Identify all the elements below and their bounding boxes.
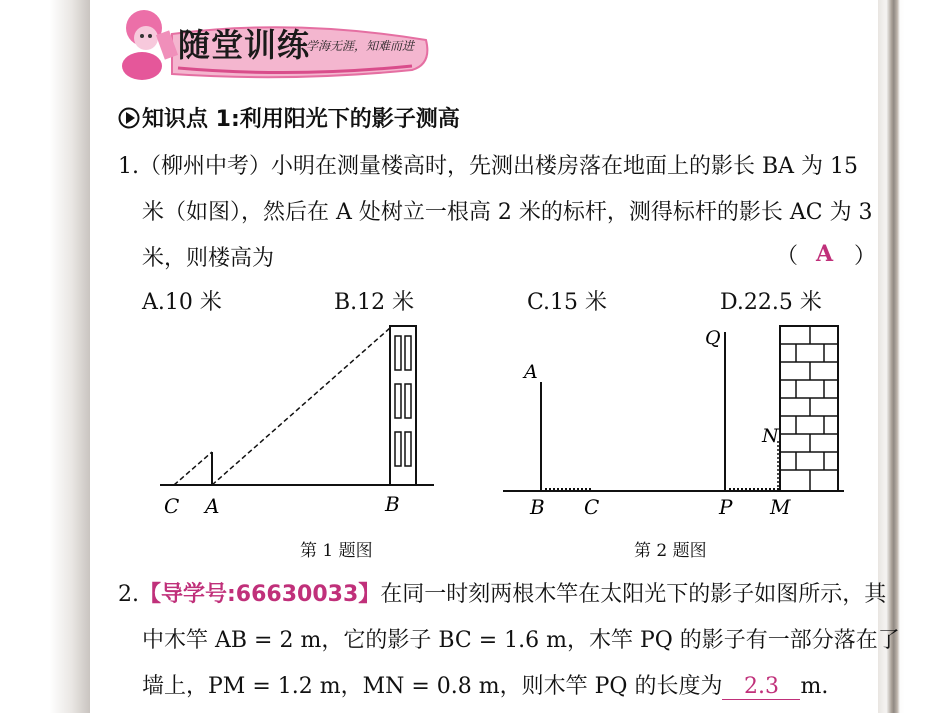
knowledge-point-heading xyxy=(118,102,460,133)
figure-2 xyxy=(500,318,860,530)
q1-paren-left: （ xyxy=(776,244,799,269)
fig2-label-n: N xyxy=(762,425,779,447)
fig1-pole-ray xyxy=(174,452,212,485)
figure-1 xyxy=(150,320,450,530)
q2-line-3 xyxy=(142,669,828,700)
q2-line-1-text: 在同一时刻两根木竿在太阳光下的影子如图所示，其 xyxy=(380,582,887,607)
q1-answer: A xyxy=(816,241,834,267)
fig1-building xyxy=(390,326,416,485)
q2-number: 2. xyxy=(118,582,139,607)
fig1-label-a: A xyxy=(205,494,220,518)
figure-2-caption: 第 2 题图 xyxy=(634,541,707,561)
q2-line-1 xyxy=(118,577,886,608)
q1-choice-c: C.15 米 xyxy=(527,290,608,315)
play-arrow-icon xyxy=(118,107,140,129)
fig1-building-ray xyxy=(212,328,390,485)
q1-choice-b: B.12 米 xyxy=(334,290,415,315)
fig2-label-q: Q xyxy=(705,327,721,349)
fig1-label-b: B xyxy=(385,492,400,516)
q1-line-3: 米，则楼高为 xyxy=(142,246,275,271)
fig2-label-a: A xyxy=(524,361,538,383)
q1-choice-a: A.10 米 xyxy=(142,290,222,315)
q2-line-2: 中木竿 AB = 2 m，它的影子 BC = 1.6 m，木竿 PQ 的影子有一部分落在了 xyxy=(142,628,900,653)
fig2-label-b: B xyxy=(530,495,545,519)
mascot-icon xyxy=(122,10,178,80)
fig1-label-c: C xyxy=(164,494,180,518)
q1-line-1: 1.（柳州中考）小明在测量楼高时，先测出楼房落在地面上的影长 BA 为 15 xyxy=(118,154,859,179)
fig2-brick-wall xyxy=(780,326,838,491)
banner-title: 随堂训练 xyxy=(178,26,311,64)
fig2-label-p: P xyxy=(719,495,733,519)
banner-motto: 学海无涯，知难而进 xyxy=(306,39,415,53)
background-wood-strip xyxy=(886,0,900,713)
q2-line-3-unit: m. xyxy=(800,674,829,699)
fig2-label-c: C xyxy=(584,495,600,519)
fig2-label-m: M xyxy=(770,495,791,519)
page-edge-left xyxy=(0,0,90,713)
q2-guide-number-tag: 【导学号:66630033】 xyxy=(139,582,381,607)
knowledge-point-text: 知识点 1:利用阳光下的影子测高 xyxy=(142,107,460,132)
q1-choice-d: D.22.5 米 xyxy=(720,290,822,315)
q1-line-2: 米（如图），然后在 A 处树立一根高 2 米的标杆，测得标杆的影长 AC 为 3 xyxy=(142,200,873,225)
q2-answer-blank: 2.3 xyxy=(722,674,800,700)
figure-1-caption: 第 1 题图 xyxy=(300,541,373,561)
q2-line-3-text: 墙上，PM = 1.2 m，MN = 0.8 m，则木竿 PQ 的长度为 xyxy=(142,674,723,699)
q1-paren-right: ） xyxy=(854,244,877,269)
